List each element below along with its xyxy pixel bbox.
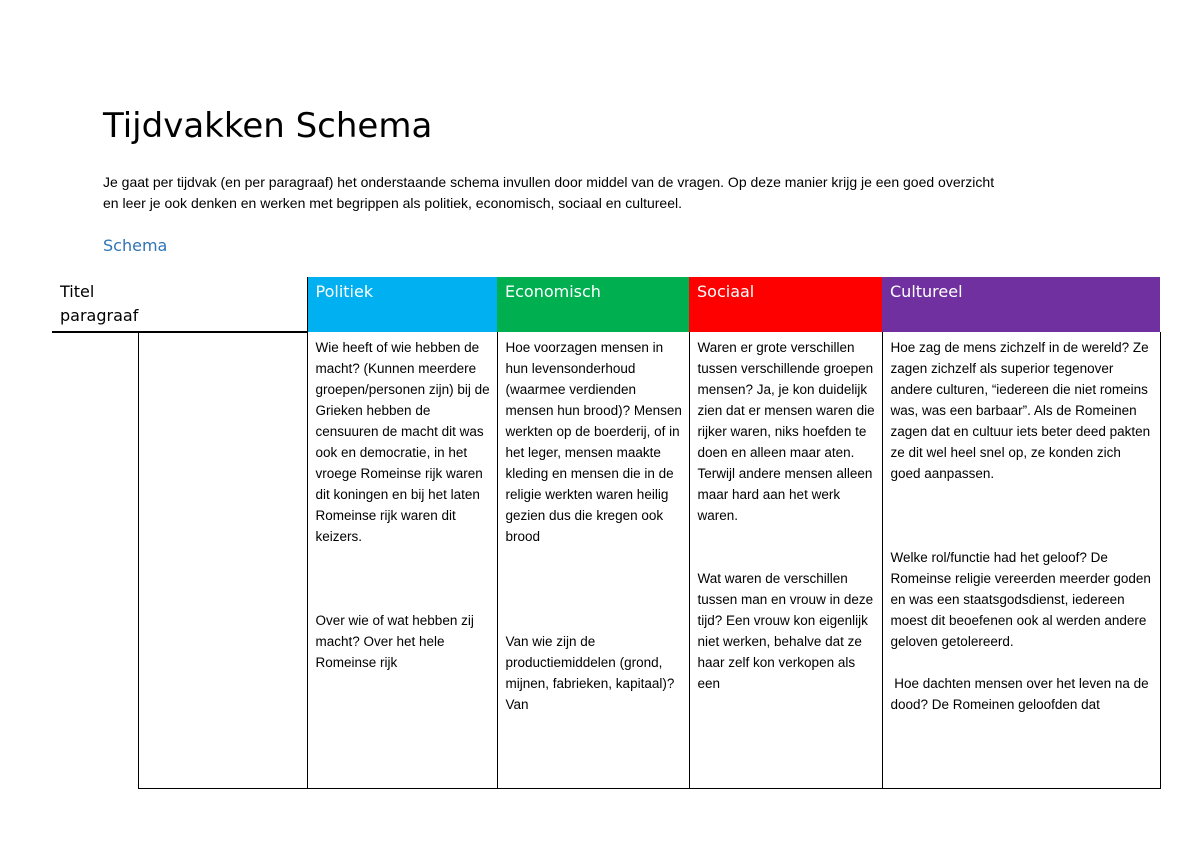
- header-politiek: Politiek: [307, 277, 497, 332]
- cultureel-answer-3: Hoe dachten mensen over het leven na de dood? De Romeinen geloofden dat: [890, 676, 1153, 712]
- empty-title-cell: [138, 332, 307, 789]
- intro-line-2: en leer je ook denken en werken met begrippen als politiek, economisch, sociaal en cultureel.: [103, 195, 683, 211]
- content-row: [52, 332, 1160, 789]
- economisch-answer-1: Hoe voorzagen mensen in hun levensonderhoud (waarmee verdienden mensen hun brood)? Mensen werkten op de boerderij, of in het leger, mensen maakte kleding en mensen die in de religie werkten waren heilig gezien dus die kregen ook brood: [505, 340, 682, 544]
- sociaal-answer-2: Wat waren de verschillen tussen man en vrouw in deze tijd? Een vrouw kon eigenlijk niet werken, behalve dat ze haar zelf kon verkopen als een: [697, 571, 874, 691]
- cell-economisch: [497, 332, 689, 789]
- economisch-answer-2: Van wie zijn de productiemiddelen (grond, mijnen, fabrieken, kapitaal)? Van: [505, 634, 675, 712]
- cultureel-answer-2: Welke rol/functie had het geloof? De Romeinse religie vereerden meerder goden en was een staatsgodsdienst, iedereen moest dit beoefenen ook al werden andere geloven getolereerd.: [890, 550, 1151, 649]
- cultureel-answer-1: Hoe zag de mens zichzelf in de wereld? Ze zagen zichzelf als superior tegenover andere culturen, “iedereen die niet romeins was, was een barbaar”. Als de Romeinen zagen dat en cultuur iets beter deed pakten ze dit wel heel snel op, ze konden zich goed aanpassen.: [890, 340, 1151, 481]
- intro-paragraph: [103, 172, 1113, 214]
- header-sociaal: Sociaal: [689, 277, 882, 332]
- cell-cultureel: [882, 332, 1160, 789]
- schema-table: [52, 277, 1161, 789]
- sociaal-answer-1: Waren er grote verschillen tussen verschillende groepen mensen? Ja, je kon duidelijk zien dat er mensen waren die rijker waren, niks hoefden te doen en alleen maar aten. Terwijl andere mensen alleen maar hard aan het werk waren.: [697, 340, 875, 523]
- cell-politiek: [307, 332, 497, 789]
- titel-label: Titel: [60, 282, 95, 301]
- header-cultureel: Cultureel: [882, 277, 1160, 332]
- document-title: Tijdvakken Schema: [103, 106, 433, 146]
- politiek-answer-2: Over wie of wat hebben zij macht? Over het hele Romeinse rijk: [315, 613, 474, 670]
- empty-margin-cell: [52, 332, 138, 789]
- header-row: [52, 277, 1160, 332]
- header-economisch: Economisch: [497, 277, 689, 332]
- titel-paragraaf-header: [52, 277, 159, 332]
- politiek-answer-1: Wie heeft of wie hebben de macht? (Kunnen meerdere groepen/personen zijn) bij de Grieken hebben de censuuren de macht dit was ook en democratie, in het vroege Romeinse rijk waren dit koningen en bij het laten Romeinse rijk waren dit keizers.: [315, 340, 490, 544]
- section-heading-schema: Schema: [103, 236, 168, 255]
- empty-header-cell: [159, 277, 307, 332]
- cell-sociaal: [689, 332, 882, 789]
- paragraaf-label: paragraaf: [60, 306, 139, 325]
- intro-line-1: Je gaat per tijdvak (en per paragraaf) het onderstaande schema invullen door middel van de vragen. Op deze manier krijg je een goed overzicht: [103, 174, 995, 190]
